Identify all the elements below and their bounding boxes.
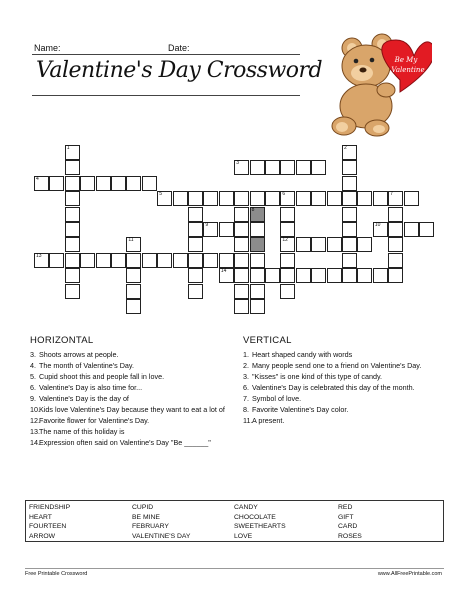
grid-cell[interactable] bbox=[388, 191, 403, 206]
grid-cell[interactable] bbox=[327, 268, 342, 283]
grid-cell[interactable] bbox=[126, 299, 141, 314]
grid-cell[interactable] bbox=[234, 191, 249, 206]
cell-number: 3 bbox=[236, 160, 239, 167]
grid-cell[interactable] bbox=[388, 237, 403, 252]
grid-cell[interactable] bbox=[311, 268, 326, 283]
clue-number: 1. bbox=[243, 350, 249, 359]
vertical-clue bbox=[243, 393, 438, 404]
grid-cell[interactable] bbox=[250, 191, 265, 206]
cell-number: 1 bbox=[66, 145, 70, 151]
grid-cell[interactable] bbox=[234, 268, 249, 283]
grid-cell[interactable] bbox=[342, 253, 357, 268]
grid-cell[interactable] bbox=[342, 207, 357, 222]
cell-number: 13 bbox=[36, 252, 42, 259]
clue-text: Kids love Valentine's Day because they want to eat a lot of bbox=[39, 405, 225, 414]
vertical-clue bbox=[243, 415, 438, 426]
grid-cell[interactable] bbox=[250, 268, 265, 283]
word-bank-item: VALENTINE'S DAY bbox=[132, 532, 191, 540]
cell-number: 6 bbox=[282, 191, 286, 198]
word-bank-item: FRIENDSHIP bbox=[29, 504, 71, 511]
horizontal-clue bbox=[30, 360, 225, 371]
grid-cell[interactable] bbox=[142, 176, 157, 191]
clue-number: 11. bbox=[243, 416, 253, 425]
grid-cell[interactable] bbox=[188, 191, 203, 206]
cell-number: 10 bbox=[374, 222, 381, 228]
clue-text: Favorite flower for Valentine's Day. bbox=[39, 416, 150, 425]
vertical-clue bbox=[243, 382, 438, 393]
grid-cell[interactable] bbox=[388, 207, 403, 222]
grid-cell[interactable] bbox=[250, 207, 265, 222]
grid-cell[interactable] bbox=[296, 160, 311, 175]
date-label: Date: bbox=[168, 43, 190, 53]
grid-cell[interactable] bbox=[265, 191, 280, 206]
grid-cell[interactable] bbox=[203, 222, 218, 237]
grid-cell[interactable] bbox=[219, 191, 234, 206]
clue-number: 14. bbox=[30, 438, 40, 447]
grid-cell[interactable] bbox=[342, 268, 357, 283]
grid-cell[interactable] bbox=[280, 253, 295, 268]
cell-number: 9 bbox=[205, 222, 209, 228]
grid-cell[interactable] bbox=[388, 222, 403, 237]
grid-cell[interactable] bbox=[388, 268, 403, 283]
grid-cell[interactable] bbox=[342, 145, 357, 160]
grid-cell[interactable] bbox=[250, 237, 265, 252]
grid-cell[interactable] bbox=[265, 160, 280, 175]
grid-cell[interactable] bbox=[234, 160, 249, 175]
grid-cell[interactable] bbox=[80, 253, 95, 268]
grid-cell[interactable] bbox=[357, 191, 372, 206]
grid-cell[interactable] bbox=[65, 191, 80, 206]
grid-cell[interactable] bbox=[250, 284, 265, 299]
clue-text: Valentine's Day is the day of bbox=[39, 394, 129, 403]
grid-cell[interactable] bbox=[126, 284, 141, 299]
clue-text: Valentine's Day is also time for... bbox=[39, 383, 143, 392]
vertical-clue bbox=[243, 349, 438, 360]
clue-text: Expression often said on Valentine's Day "Be ______" bbox=[39, 438, 211, 447]
grid-cell[interactable] bbox=[65, 207, 80, 222]
grid-cell[interactable] bbox=[65, 176, 80, 191]
word-bank-item: FEBRUARY bbox=[132, 523, 169, 530]
horizontal-clue bbox=[30, 437, 225, 448]
grid-cell[interactable] bbox=[173, 191, 188, 206]
horizontal-clue bbox=[30, 382, 225, 393]
horizontal-clue bbox=[30, 415, 225, 426]
grid-cell[interactable] bbox=[65, 145, 80, 160]
grid-cell[interactable] bbox=[234, 207, 249, 222]
horizontal-clue bbox=[30, 393, 225, 404]
word-bank-item: LOVE bbox=[234, 532, 253, 540]
clue-text: Symbol of love. bbox=[252, 394, 302, 403]
clue-text: Cupid shoot this and people fall in love. bbox=[39, 372, 165, 381]
vertical-clue bbox=[243, 404, 438, 415]
horizontal-clue bbox=[30, 371, 225, 382]
horizontal-clues bbox=[30, 349, 225, 448]
grid-cell[interactable] bbox=[250, 253, 265, 268]
grid-cell[interactable] bbox=[234, 237, 249, 252]
grid-cell[interactable] bbox=[157, 253, 172, 268]
grid-cell[interactable] bbox=[65, 253, 80, 268]
word-bank-item: FOURTEEN bbox=[29, 523, 67, 530]
grid-cell[interactable] bbox=[280, 284, 295, 299]
grid-cell[interactable] bbox=[296, 191, 311, 206]
grid-cell[interactable] bbox=[188, 268, 203, 283]
word-bank-item: HEART bbox=[29, 513, 52, 521]
grid-cell[interactable] bbox=[280, 207, 295, 222]
word-bank-item: ROSES bbox=[338, 532, 362, 540]
clue-number: 6. bbox=[30, 383, 36, 392]
grid-cell[interactable] bbox=[188, 207, 203, 222]
grid-cell[interactable] bbox=[203, 191, 218, 206]
grid-cell[interactable] bbox=[357, 237, 372, 252]
grid-cell[interactable] bbox=[65, 268, 80, 283]
clue-text: A present. bbox=[252, 416, 285, 425]
cell-number: 12 bbox=[282, 237, 288, 244]
grid-cell[interactable] bbox=[388, 253, 403, 268]
grid-cell[interactable] bbox=[80, 176, 95, 191]
grid-cell[interactable] bbox=[203, 253, 218, 268]
word-bank bbox=[25, 500, 444, 542]
footer-divider bbox=[25, 568, 444, 569]
grid-cell[interactable] bbox=[34, 176, 49, 191]
horizontal-clue bbox=[30, 426, 225, 437]
cell-number: 14 bbox=[220, 268, 227, 275]
grid-cell[interactable] bbox=[342, 237, 357, 252]
clue-text: Heart shaped candy with words bbox=[252, 350, 353, 359]
vertical-clue bbox=[243, 360, 438, 371]
page-title: Valentine's Day Crossword bbox=[36, 58, 323, 83]
grid-cell[interactable] bbox=[280, 191, 295, 206]
grid-cell[interactable] bbox=[65, 160, 80, 175]
vertical-clues bbox=[243, 349, 438, 426]
grid-cell[interactable] bbox=[404, 222, 419, 237]
cell-number: 2 bbox=[344, 145, 347, 151]
clue-text: The month of Valentine's Day. bbox=[39, 361, 134, 370]
grid-cell[interactable] bbox=[311, 191, 326, 206]
cell-number: 8 bbox=[251, 206, 255, 213]
word-bank-item: CUPID bbox=[132, 504, 154, 511]
teddy-bear-heart-illustration bbox=[322, 28, 432, 138]
cell-number: 11 bbox=[128, 237, 134, 244]
grid-cell[interactable] bbox=[250, 222, 265, 237]
grid-cell[interactable] bbox=[419, 222, 434, 237]
clue-number: 9. bbox=[30, 394, 36, 403]
title-divider bbox=[32, 95, 300, 96]
grid-cell[interactable] bbox=[342, 176, 357, 191]
clue-number: 8. bbox=[243, 405, 249, 414]
clue-text: Favorite Valentine's Day color. bbox=[252, 405, 349, 414]
grid-cell[interactable] bbox=[265, 268, 280, 283]
grid-cell[interactable] bbox=[311, 160, 326, 175]
horizontal-clue bbox=[30, 404, 225, 415]
name-date-line bbox=[32, 54, 300, 55]
horizontal-heading: HORIZONTAL bbox=[30, 335, 94, 346]
grid-cell[interactable] bbox=[234, 284, 249, 299]
vertical-heading: VERTICAL bbox=[243, 335, 292, 346]
grid-cell[interactable] bbox=[219, 253, 234, 268]
grid-cell[interactable] bbox=[126, 237, 141, 252]
grid-cell[interactable] bbox=[188, 284, 203, 299]
word-bank-item: ARROW bbox=[29, 532, 56, 540]
grid-cell[interactable] bbox=[404, 191, 419, 206]
grid-cell[interactable] bbox=[65, 222, 80, 237]
grid-cell[interactable] bbox=[234, 222, 249, 237]
grid-cell[interactable] bbox=[157, 191, 172, 206]
grid-cell[interactable] bbox=[188, 222, 203, 237]
word-bank-item: BE MINE bbox=[132, 513, 160, 521]
grid-cell[interactable] bbox=[126, 268, 141, 283]
word-bank-item: CARD bbox=[338, 523, 358, 530]
name-label: Name: bbox=[34, 43, 61, 53]
grid-cell[interactable] bbox=[34, 253, 49, 268]
grid-cell[interactable] bbox=[65, 237, 80, 252]
clue-number: 3. bbox=[30, 350, 36, 359]
grid-cell[interactable] bbox=[111, 253, 126, 268]
grid-cell[interactable] bbox=[234, 253, 249, 268]
clue-number: 3. bbox=[243, 372, 249, 381]
grid-cell[interactable] bbox=[342, 191, 357, 206]
clue-number: 13. bbox=[30, 427, 40, 436]
badge-line2: Valentine bbox=[391, 66, 425, 74]
clue-number: 5. bbox=[30, 372, 36, 381]
clue-number: 12. bbox=[30, 416, 40, 425]
grid-cell[interactable] bbox=[126, 253, 141, 268]
grid-cell[interactable] bbox=[188, 253, 203, 268]
grid-cell[interactable] bbox=[311, 237, 326, 252]
clue-number: 10. bbox=[30, 405, 40, 414]
word-bank-item: SWEETHEARTS bbox=[234, 523, 286, 530]
grid-cell[interactable] bbox=[327, 191, 342, 206]
clue-number: 6. bbox=[243, 383, 249, 392]
vertical-clue bbox=[243, 371, 438, 382]
grid-cell[interactable] bbox=[96, 176, 111, 191]
word-bank-item: CHOCOLATE bbox=[234, 513, 276, 521]
clue-number: 2. bbox=[243, 361, 249, 370]
grid-cell[interactable] bbox=[49, 253, 64, 268]
grid-cell[interactable] bbox=[296, 237, 311, 252]
grid-cell[interactable] bbox=[188, 237, 203, 252]
grid-cell[interactable] bbox=[96, 253, 111, 268]
clue-text: "Kisses" is one kind of this type of candy. bbox=[252, 372, 383, 381]
cell-number: 4 bbox=[36, 175, 39, 182]
word-bank-item: RED bbox=[338, 504, 353, 511]
grid-cell[interactable] bbox=[373, 191, 388, 206]
clue-number: 7. bbox=[243, 394, 249, 403]
grid-cell[interactable] bbox=[142, 253, 157, 268]
footer-left-text: Free Printable Crossword bbox=[25, 571, 88, 577]
grid-cell[interactable] bbox=[65, 284, 80, 299]
badge-line1: Be My bbox=[394, 56, 418, 64]
clue-text: Shoots arrows at people. bbox=[39, 350, 119, 359]
clue-text: Many people send one to a friend on Valentine's Day. bbox=[252, 361, 422, 370]
grid-cell[interactable] bbox=[111, 176, 126, 191]
grid-cell[interactable] bbox=[173, 253, 188, 268]
grid-cell[interactable] bbox=[327, 237, 342, 252]
grid-cell[interactable] bbox=[280, 237, 295, 252]
grid-cell[interactable] bbox=[126, 176, 141, 191]
grid-cell[interactable] bbox=[234, 299, 249, 314]
grid-cell[interactable] bbox=[280, 222, 295, 237]
clue-text: The name of this holiday is bbox=[39, 427, 125, 436]
grid-cell[interactable] bbox=[296, 268, 311, 283]
cell-number: 5 bbox=[159, 191, 162, 198]
grid-cell[interactable] bbox=[219, 268, 234, 283]
clue-number: 4. bbox=[30, 361, 36, 370]
grid-cell[interactable] bbox=[342, 222, 357, 237]
grid-cell[interactable] bbox=[357, 268, 372, 283]
grid-cell[interactable] bbox=[250, 160, 265, 175]
grid-cell[interactable] bbox=[373, 222, 388, 237]
cell-number: 7 bbox=[390, 191, 393, 198]
clue-text: Valentine's Day is celebrated this day of the month. bbox=[252, 383, 415, 392]
grid-cell[interactable] bbox=[342, 160, 357, 175]
horizontal-clue bbox=[30, 349, 225, 360]
footer-right-text: www.AllFreePrintable.com bbox=[377, 571, 442, 577]
grid-cell[interactable] bbox=[219, 222, 234, 237]
grid-cell[interactable] bbox=[250, 299, 265, 314]
grid-cell[interactable] bbox=[280, 268, 295, 283]
grid-cell[interactable] bbox=[280, 160, 295, 175]
grid-cell[interactable] bbox=[373, 268, 388, 283]
grid-cell[interactable] bbox=[49, 176, 64, 191]
word-bank-item: GIFT bbox=[338, 513, 354, 521]
word-bank-item: CANDY bbox=[234, 504, 258, 511]
